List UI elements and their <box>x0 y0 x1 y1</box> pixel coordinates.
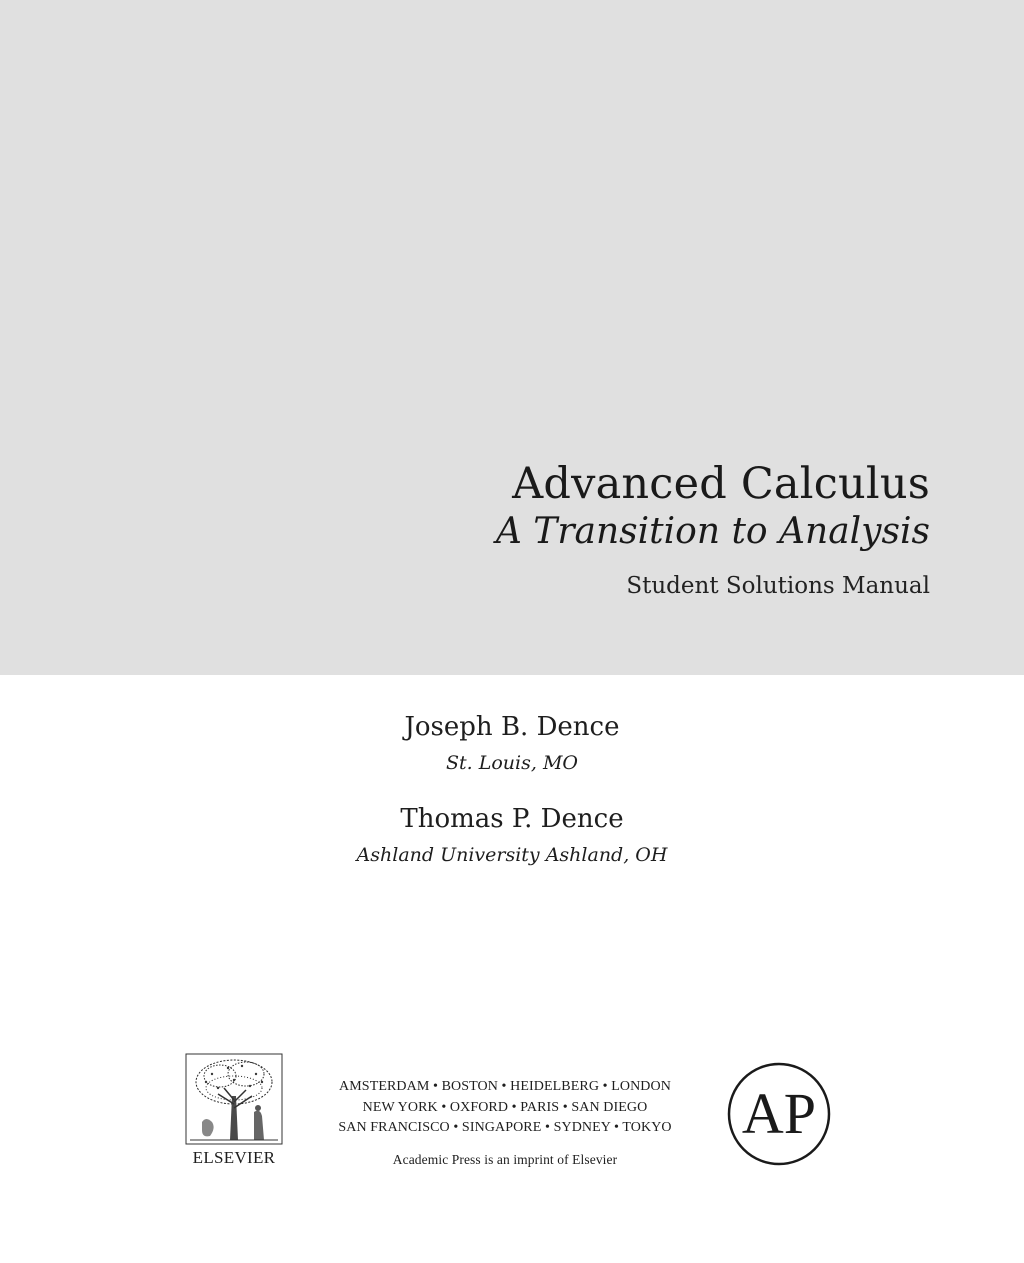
academic-press-icon <box>726 1061 832 1167</box>
author-affiliation: St. Louis, MO <box>446 752 578 774</box>
book-edition: Student Solutions Manual <box>626 573 930 599</box>
elsevier-logo <box>184 1052 284 1168</box>
cities-line: NEW YORK • OXFORD • PARIS • SAN DIEGO <box>362 1099 648 1115</box>
book-subtitle: A Transition to Analysis <box>495 511 930 552</box>
elsevier-wordmark: ELSEVIER <box>192 1148 276 1167</box>
author-entry <box>0 797 1024 869</box>
authors-block <box>0 705 1024 869</box>
imprint-note: Academic Press is an imprint of Elsevier <box>392 1151 618 1167</box>
book-title: Advanced Calculus <box>512 459 930 509</box>
cities-line: SAN FRANCISCO • SINGAPORE • SYDNEY • TOKYO <box>338 1120 672 1135</box>
author-entry <box>0 705 1024 777</box>
publisher-cities <box>305 1077 705 1170</box>
author-name: Thomas P. Dence <box>400 804 624 834</box>
elsevier-tree-icon <box>184 1052 284 1148</box>
academic-press-logo <box>726 1061 832 1167</box>
title-block <box>496 458 930 601</box>
author-affiliation: Ashland University Ashland, OH <box>356 844 668 866</box>
cities-line: AMSTERDAM • BOSTON • HEIDELBERG • LONDON <box>339 1079 671 1094</box>
ap-logo-text: AP <box>741 1081 817 1146</box>
author-name: Joseph B. Dence <box>404 712 620 742</box>
